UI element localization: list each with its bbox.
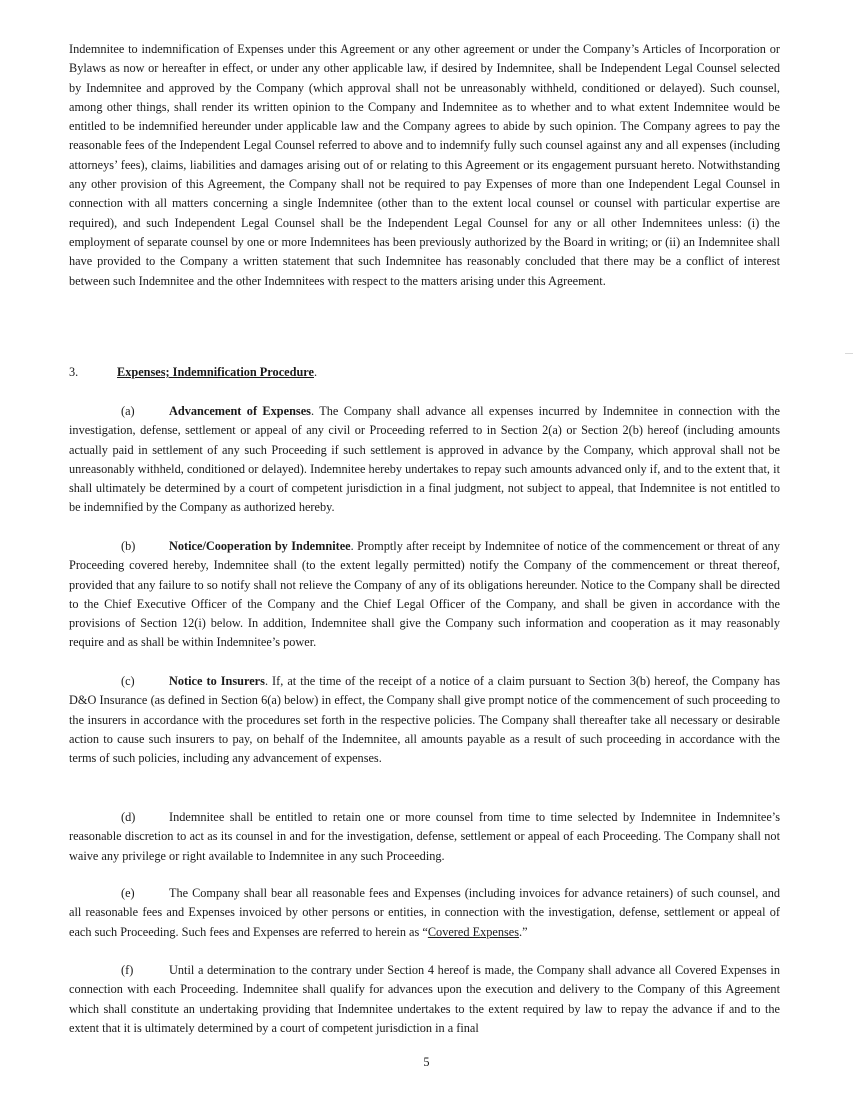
subsection-a-heading-end: . bbox=[310, 404, 315, 418]
subsection-f-text: Until a determination to the contrary under Section 4 hereof is made, the Company shall advance all Covered Expenses in connection with each Proceeding. Indemnitee shall qualify for advances upon the execution and delivery to the Company of this Agreement which shall constitute an undertaking providing that Indemnitee undertakes to the extent required by law to repay the advance if and to the extent that it is ultimately determined by a court of competent jurisdiction in a final bbox=[69, 963, 780, 1035]
covered-expenses-term: Covered Expenses bbox=[427, 924, 520, 939]
subsection-b-heading-end: . bbox=[350, 539, 354, 553]
intro-paragraph: Indemnitee to indemnification of Expenses under this Agreement or any other agreement or under the Company’s Articles of Incorporation or Bylaws as now or hereafter in effect, or under any other applicable law, if desired by Indemnitee, shall be Independent Legal Counsel selected by Indemnitee and approved by the Company (which approval shall not be unreasonably withheld, conditioned or delayed). Such counsel, among other things, shall render its written opinion to the Company and Indemnitee as to whether and to what extent Indemnitee would be entitled to be indemnified hereunder under applicable law and the Company agrees to abide by such opinion. The Company agrees to pay the reasonable fees of the Independent Legal Counsel referred to above and to indemnify fully such counsel against any and all expenses (including attorneys’ fees), claims, liabilities and damages arising out of or relating to this Agreement or its engagement pursuant hereto. Notwithstanding any other provision of this Agreement, the Company shall not be required to pay Expenses of more than one Independent Legal Counsel in connection with all matters concerning a single Indemnitee (other than to the extent local counsel or counsel with particular expertise are required), and such Independent Legal Counsel shall be the Independent Legal Counsel for any or all other Indemnitees unless: (i) the employment of separate counsel by one or more Indemnitees has been previously authorized by the Board in writing; or (ii) an Indemnitee shall have provided to the Company a written statement that such Indemnitee has reasonably concluded that there may be a conflict of interest between such Indemnitee and the other Indemnitees with respect to the matters arising under this Agreement. bbox=[69, 42, 780, 288]
section-title-end: . bbox=[313, 365, 318, 379]
subsection-a-label: (a) bbox=[121, 404, 135, 418]
subsection-a-heading: Advancement of Expenses bbox=[169, 404, 311, 418]
section-3-heading bbox=[69, 363, 317, 382]
subsection-d-text: Indemnitee shall be entitled to retain one or more counsel from time to time selected by Indemnitee in Indemnitee’s reasonable discretion to act as its counsel in and for the investigation, defense, settlement or appeal of each Proceeding. The Company shall not waive any privilege or right available to Indemnitee in any such Proceeding. bbox=[69, 810, 780, 863]
subsection-c-heading: Notice to Insurers bbox=[169, 674, 265, 688]
subsection-a bbox=[69, 402, 780, 518]
margin-mark bbox=[845, 353, 853, 354]
subsection-b-text: Promptly after receipt by Indemnitee of notice of the commencement or threat of any Proceeding covered hereby, Indemnitee shall (to the extent legally permitted) notify the Company of the commencement or threat thereof, provided that any failure to so notify shall not relieve the Company of any of its obligations hereunder. Notice to the Company shall be directed to the Chief Executive Officer of the Company and the Chief Legal Officer of the Company, and shall be given in accordance with the provisions of Section 12(i) below. In addition, Indemnitee shall give the Company such information and cooperation as it may reasonably require and as shall be within Indemnitee’s power. bbox=[69, 539, 780, 650]
subsection-f bbox=[69, 961, 780, 1038]
subsection-b-heading: Notice/Cooperation by Indemnitee bbox=[169, 539, 351, 553]
subsection-c-text: If, at the time of the receipt of a notice of a claim pursuant to Section 3(b) hereof, the Company has D&O Insurance (as defined in Section 6(a) below) in effect, the Company shall give prompt notice of the commencement of such proceeding to the insurers in accordance with the procedures set forth in the respective policies. The Company shall thereafter take all necessary or desirable action to cause such insurers to pay, on behalf of the Indemnitee, all amounts payable as a result of such proceeding in accordance with the terms of such policies, including any advancement of expenses. bbox=[69, 674, 780, 766]
subsection-a-text: The Company shall advance all expenses incurred by Indemnitee in connection with the investigation, defense, settlement or appeal of any civil or Proceeding referred to in Section 2(a) or Section 2(b) hereof (including amounts actually paid in settlement of any such Proceeding if such settlement is approved in advance by the Company, which approval shall not be unreasonably withheld, conditioned or delayed). Indemnitee hereby undertakes to repay such amounts advanced only if, and to the extent that, it shall ultimately be determined by a court of competent jurisdiction in a final judgment, not subject to appeal, that Indemnitee is not entitled to be indemnified by the Company as authorized hereby. bbox=[69, 404, 780, 515]
subsection-c bbox=[69, 672, 780, 768]
subsection-e-text: The Company shall bear all reasonable fees and Expenses (including invoices for advance retainers) of such counsel, and all reasonable fees and Expenses invoiced by other persons or entities, in connection with the investigation, defense, settlement or appeal of each such Proceeding. Such fees and Expenses are referred to herein as “ bbox=[69, 886, 780, 939]
subsection-d-label: (d) bbox=[121, 810, 136, 824]
subsection-c-heading-end: . bbox=[264, 674, 269, 688]
subsection-e bbox=[69, 884, 780, 942]
section-title: Expenses; Indemnification Procedure bbox=[117, 365, 314, 379]
subsection-e-label: (e) bbox=[121, 886, 135, 900]
subsection-d bbox=[69, 808, 780, 866]
subsection-c-label: (c) bbox=[121, 674, 135, 688]
subsection-b-label: (b) bbox=[121, 539, 136, 553]
subsection-b bbox=[69, 537, 780, 653]
section-number: 3. bbox=[69, 365, 79, 379]
subsection-f-label: (f) bbox=[121, 963, 134, 977]
page-number: 5 bbox=[423, 1055, 430, 1069]
subsection-e-text-end: .” bbox=[519, 924, 528, 939]
